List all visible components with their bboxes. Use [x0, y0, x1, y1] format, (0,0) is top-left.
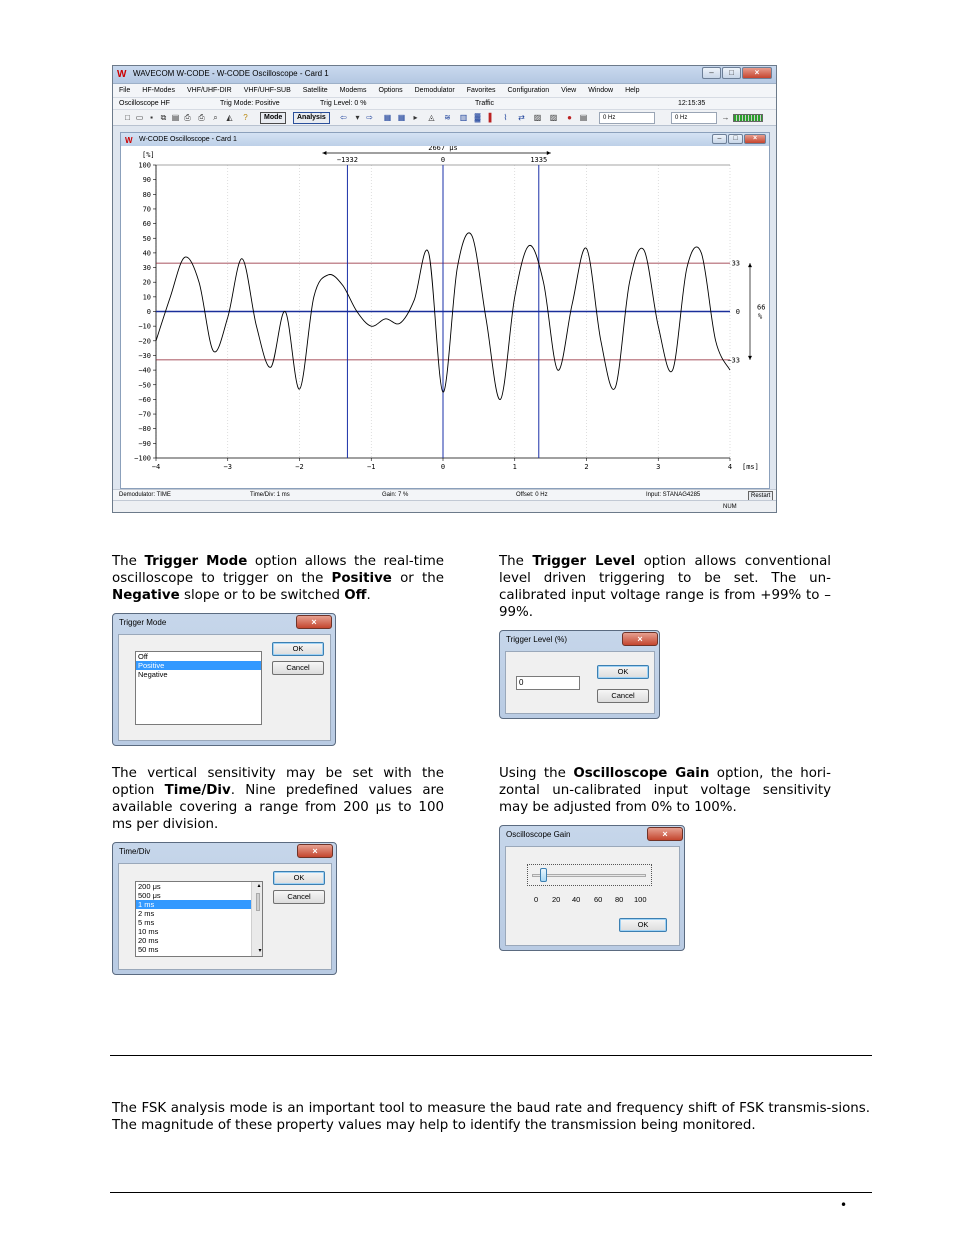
wavecom-logo-icon: W — [117, 69, 127, 80]
select-icon[interactable]: ◭ — [226, 113, 233, 122]
info-row — [113, 97, 776, 109]
span-label: 2667 μs — [428, 146, 458, 152]
help-icon[interactable]: ? — [243, 113, 248, 122]
y-tick-label: 60 — [142, 220, 151, 229]
trigger-level-dialog — [499, 630, 660, 719]
text: . Nine predefined values are available covering a range from 200 μs to 100 ms per division. — [112, 783, 444, 832]
arrow-right-icon: → — [721, 113, 730, 122]
tick-label: 100 — [634, 895, 647, 904]
forward-arrow-icon[interactable]: ⇨ — [366, 113, 373, 122]
menu-satellite[interactable]: Satellite — [302, 87, 328, 94]
oscilloscope-gain-dialog — [499, 825, 685, 951]
list-item[interactable]: Negative — [138, 670, 168, 679]
footer-bullet: • — [840, 1198, 848, 1212]
right-label-bottom: −33 — [727, 356, 740, 365]
list-item[interactable]: 10 ms — [138, 927, 159, 936]
y-tick-label: 100 — [138, 161, 151, 170]
text: slope or to be switched — [179, 588, 345, 603]
y-tick-label: −10 — [138, 322, 151, 331]
filter-icon[interactable]: ▦ — [383, 113, 392, 122]
tool2-icon[interactable]: ▨ — [549, 113, 558, 122]
timediv-paragraph — [112, 765, 444, 833]
minimize-icon[interactable]: – — [702, 67, 721, 79]
tick-label: 20 — [552, 895, 561, 904]
offset-status: Offset: 0 Hz — [516, 492, 548, 498]
open-icon[interactable]: ▭ — [135, 113, 144, 122]
y-tick-label: 0 — [146, 308, 151, 316]
cancel-button[interactable]: Cancel — [273, 890, 325, 904]
section-divider — [110, 1055, 872, 1056]
y-tick-label: −60 — [138, 395, 151, 404]
cursor-label-center: 0 — [440, 156, 446, 164]
dialog-close-icon[interactable]: × — [647, 827, 683, 841]
span-arrow-right-head — [547, 151, 551, 155]
menu-vhf-uhf-dir[interactable]: VHF/UHF-DIR — [186, 87, 232, 94]
span-arrow-left-head — [322, 151, 326, 155]
num-lock-indicator: NUM — [723, 504, 737, 510]
tune-icon[interactable]: ≋ — [444, 113, 451, 122]
menu-configuration[interactable]: Configuration — [507, 87, 550, 94]
trigger-level-input[interactable]: 0 — [516, 676, 580, 690]
y-tick-label: 90 — [142, 176, 151, 185]
copy-icon[interactable]: ⧉ — [160, 113, 167, 122]
maximize-icon[interactable]: □ — [722, 67, 741, 79]
text: Using the — [499, 766, 574, 781]
mode-button[interactable]: Mode — [260, 112, 286, 124]
menu-file[interactable]: File — [119, 87, 131, 94]
y-tick-label: 40 — [142, 249, 151, 258]
ok-button[interactable]: OK — [272, 642, 324, 656]
child-close-icon[interactable]: × — [744, 134, 766, 144]
menu-vhf-uhf-sub[interactable]: VHF/UHF-SUB — [243, 87, 291, 94]
dialog-body — [118, 863, 332, 970]
scroll-down-icon[interactable]: ▾ — [258, 948, 262, 954]
traffic-indicator: Traffic — [475, 100, 495, 107]
child-maximize-icon[interactable]: □ — [728, 134, 743, 144]
paste-icon[interactable]: ▤ — [171, 113, 180, 122]
menu-demodulator[interactable]: Demodulator — [414, 87, 455, 94]
term-trigger-mode: Trigger Mode — [144, 554, 248, 569]
list-item[interactable]: 500 μs — [138, 891, 161, 900]
trigger-level-paragraph — [499, 553, 831, 621]
level-meter — [733, 114, 763, 122]
term-timediv: Time/Div — [164, 783, 231, 798]
tool3-icon[interactable]: ▤ — [579, 113, 588, 122]
filter2-icon[interactable]: ▦ — [397, 113, 406, 122]
cancel-button[interactable]: Cancel — [597, 689, 649, 703]
y-tick-label: −100 — [134, 454, 151, 463]
term-trigger-level: Trigger Level — [532, 554, 636, 569]
keyboard-status-bar — [113, 500, 776, 512]
x-tick-label: −4 — [151, 463, 161, 471]
tick-label: 80 — [615, 895, 624, 904]
save-icon[interactable]: ▪ — [150, 113, 153, 122]
print-icon[interactable]: ⎙ — [184, 113, 191, 122]
cancel-button[interactable]: Cancel — [272, 661, 324, 675]
trigger-mode-dialog — [112, 613, 336, 746]
frequency-field-2[interactable]: 0 Hz — [671, 112, 717, 124]
x-tick-label: −1 — [367, 463, 376, 471]
x-tick-label: −3 — [223, 463, 232, 471]
dialog-title: Trigger Mode — [119, 618, 167, 627]
x-tick-label: 3 — [656, 463, 661, 471]
child-logo-icon: W — [125, 136, 133, 145]
spectrum-icon[interactable]: ▥ — [459, 113, 468, 122]
child-title-bar[interactable] — [121, 133, 769, 146]
y-tick-label: 10 — [142, 293, 151, 302]
footer-rule — [110, 1192, 872, 1193]
menu-help[interactable]: Help — [625, 87, 640, 94]
tick-label: 60 — [594, 895, 603, 904]
slider-thumb[interactable] — [540, 868, 547, 882]
right-span-arrow-head-top — [748, 263, 752, 267]
dialog-body — [505, 651, 655, 714]
dialog-body — [505, 846, 680, 946]
ok-button[interactable]: OK — [619, 918, 667, 932]
scroll-thumb[interactable] — [256, 893, 260, 911]
clock: 12:15:35 — [678, 100, 706, 107]
list-item[interactable]: 200 μs — [138, 882, 161, 891]
x-tick-label: 2 — [584, 463, 589, 471]
listbox-scrollbar[interactable] — [251, 882, 262, 956]
ok-button[interactable]: OK — [273, 871, 325, 885]
main-title-bar[interactable] — [113, 66, 776, 84]
text: The — [499, 554, 533, 569]
dialog-close-icon[interactable]: × — [297, 844, 333, 858]
text: option allows the real-time oscilloscope to trigger on the — [112, 554, 444, 586]
text: . — [366, 588, 371, 603]
oscilloscope-child-window — [120, 132, 770, 489]
timediv-dialog — [112, 842, 337, 975]
slider-track — [532, 874, 646, 877]
scope-icon[interactable]: ⌇ — [503, 113, 508, 122]
timediv-status: Time/Div: 1 ms — [250, 492, 290, 498]
trig-mode-indicator: Trig Mode: Positive — [220, 100, 280, 107]
x-tick-label: 4 — [727, 463, 733, 471]
play-icon[interactable]: ▸ — [413, 113, 418, 122]
list-item[interactable]: 2 ms — [138, 909, 155, 918]
x-axis-label: [ms] — [742, 463, 759, 471]
list-item-selected[interactable]: Positive — [136, 661, 261, 670]
list-item-selected[interactable]: 1 ms — [136, 900, 251, 909]
term-negative: Negative — [112, 588, 180, 603]
text: option allows conventional level driven triggering to be set. The un-calibrated input voltage range is from +99% to –99%. — [499, 554, 831, 620]
y-tick-label: −50 — [138, 381, 151, 390]
menu-window[interactable]: Window — [588, 87, 614, 94]
ramp-icon[interactable]: ◬ — [428, 113, 435, 122]
trigger-mode-paragraph — [112, 553, 444, 604]
menu-options[interactable]: Options — [378, 87, 403, 94]
gain-slider[interactable] — [527, 864, 652, 886]
y-tick-label: −20 — [138, 337, 151, 346]
x-tick-label: 0 — [440, 463, 446, 471]
y-tick-label: −30 — [138, 351, 151, 360]
trig-level-indicator: Trig Level: 0 % — [320, 100, 367, 107]
list-item[interactable]: Off — [138, 652, 148, 661]
cursor-label-right: 1335 — [530, 156, 548, 164]
child-minimize-icon[interactable]: – — [712, 134, 727, 144]
gain-paragraph — [499, 765, 831, 816]
dropdown-arrow-icon[interactable]: ▾ — [355, 113, 360, 122]
menu-view[interactable]: View — [561, 87, 577, 94]
text: option, the hori-zontal un-calibrated input voltage sensitivity may be adjusted from 0% to 100%. — [499, 766, 831, 815]
cursor-label-left: −1332 — [336, 156, 358, 164]
main-window-title: WAVECOM W-CODE - W-CODE Oscilloscope - Card 1 — [133, 69, 329, 78]
oscilloscope-plot — [121, 146, 771, 489]
menu-favorites[interactable]: Favorites — [466, 87, 496, 94]
find-icon[interactable]: ⌕ — [213, 113, 218, 122]
fsk-paragraph: The FSK analysis mode is an important tool to measure the baud rate and frequency shift of FSK transmis-sions. The magnitude of these property values may help to identify the transmission being monitored. — [112, 1101, 870, 1133]
child-window-title: W-CODE Oscilloscope - Card 1 — [139, 136, 237, 143]
bars-icon[interactable]: ▌ — [488, 113, 495, 122]
back-arrow-icon[interactable]: ⇦ — [340, 113, 347, 122]
bottom-status-bar — [113, 489, 776, 500]
mode-indicator: Oscilloscope HF — [119, 100, 170, 107]
tick-label: 0 — [534, 895, 539, 904]
oscilloscope-main-window — [112, 65, 777, 513]
y-tick-label: 30 — [142, 264, 151, 273]
dialog-body — [118, 634, 331, 741]
list-item[interactable]: 20 ms — [138, 936, 159, 945]
print-preview-icon[interactable]: ⎙ — [198, 113, 205, 122]
close-icon[interactable]: × — [742, 67, 772, 79]
ok-button[interactable]: OK — [597, 665, 649, 679]
right-span-unit: % — [758, 312, 763, 321]
tool1-icon[interactable]: ▨ — [533, 113, 542, 122]
text: or the — [391, 571, 444, 586]
toolbar — [113, 109, 776, 126]
term-off: Off — [344, 588, 367, 603]
dialog-title: Oscilloscope Gain — [506, 830, 571, 839]
tick-label: 40 — [572, 895, 581, 904]
sync-icon[interactable]: ⇄ — [518, 113, 525, 122]
menu-modems[interactable]: Modems — [339, 87, 367, 94]
y-axis-label: [%] — [142, 151, 155, 159]
list-item[interactable]: 50 ms — [138, 945, 159, 954]
dialog-title: Trigger Level (%) — [506, 635, 568, 644]
menu-hf-modes[interactable]: HF-Modes — [142, 87, 175, 94]
y-tick-label: 20 — [142, 278, 151, 287]
term-positive: Positive — [331, 571, 392, 586]
trigger-mode-listbox[interactable] — [135, 651, 262, 725]
dialog-close-icon[interactable]: × — [296, 615, 332, 629]
term-oscilloscope-gain: Oscilloscope Gain — [573, 766, 710, 781]
y-tick-label: −80 — [138, 425, 151, 434]
y-tick-label: −90 — [138, 439, 151, 448]
y-tick-label: 70 — [142, 205, 151, 214]
dialog-title: Time/Div — [119, 847, 151, 856]
x-tick-label: 1 — [512, 463, 517, 471]
analysis-button[interactable]: Analysis — [293, 112, 330, 124]
y-tick-label: −40 — [138, 366, 151, 375]
gain-status: Gain: 7 % — [382, 492, 409, 498]
dialog-close-icon[interactable]: × — [622, 632, 658, 646]
menu-bar — [113, 84, 776, 97]
list-item[interactable]: 5 ms — [138, 918, 155, 927]
right-span-value: 66 — [757, 303, 766, 312]
x-tick-label: −2 — [295, 463, 304, 471]
waterfall-icon[interactable]: ▓ — [474, 113, 481, 122]
text: The — [112, 554, 145, 569]
restart-button[interactable]: Restart — [748, 491, 773, 501]
y-tick-label: −70 — [138, 410, 151, 419]
input-status: Input: STANAG4285 — [646, 492, 701, 498]
demodulator-status: Demodulator: TIME — [119, 492, 171, 498]
right-label-top: 33 — [731, 259, 740, 268]
right-label-mid: 0 — [735, 308, 740, 316]
frequency-field-1[interactable]: 0 Hz — [599, 112, 655, 124]
y-tick-label: 50 — [142, 234, 151, 243]
right-span-arrow-head-bottom — [748, 356, 752, 360]
y-tick-label: 80 — [142, 190, 151, 199]
rec-icon[interactable]: ● — [567, 113, 572, 122]
new-icon[interactable]: □ — [125, 113, 130, 122]
text: The vertical sensitivity may be set with the option — [112, 766, 444, 798]
scroll-up-icon[interactable]: ▴ — [257, 883, 261, 889]
timediv-listbox[interactable] — [135, 881, 263, 957]
